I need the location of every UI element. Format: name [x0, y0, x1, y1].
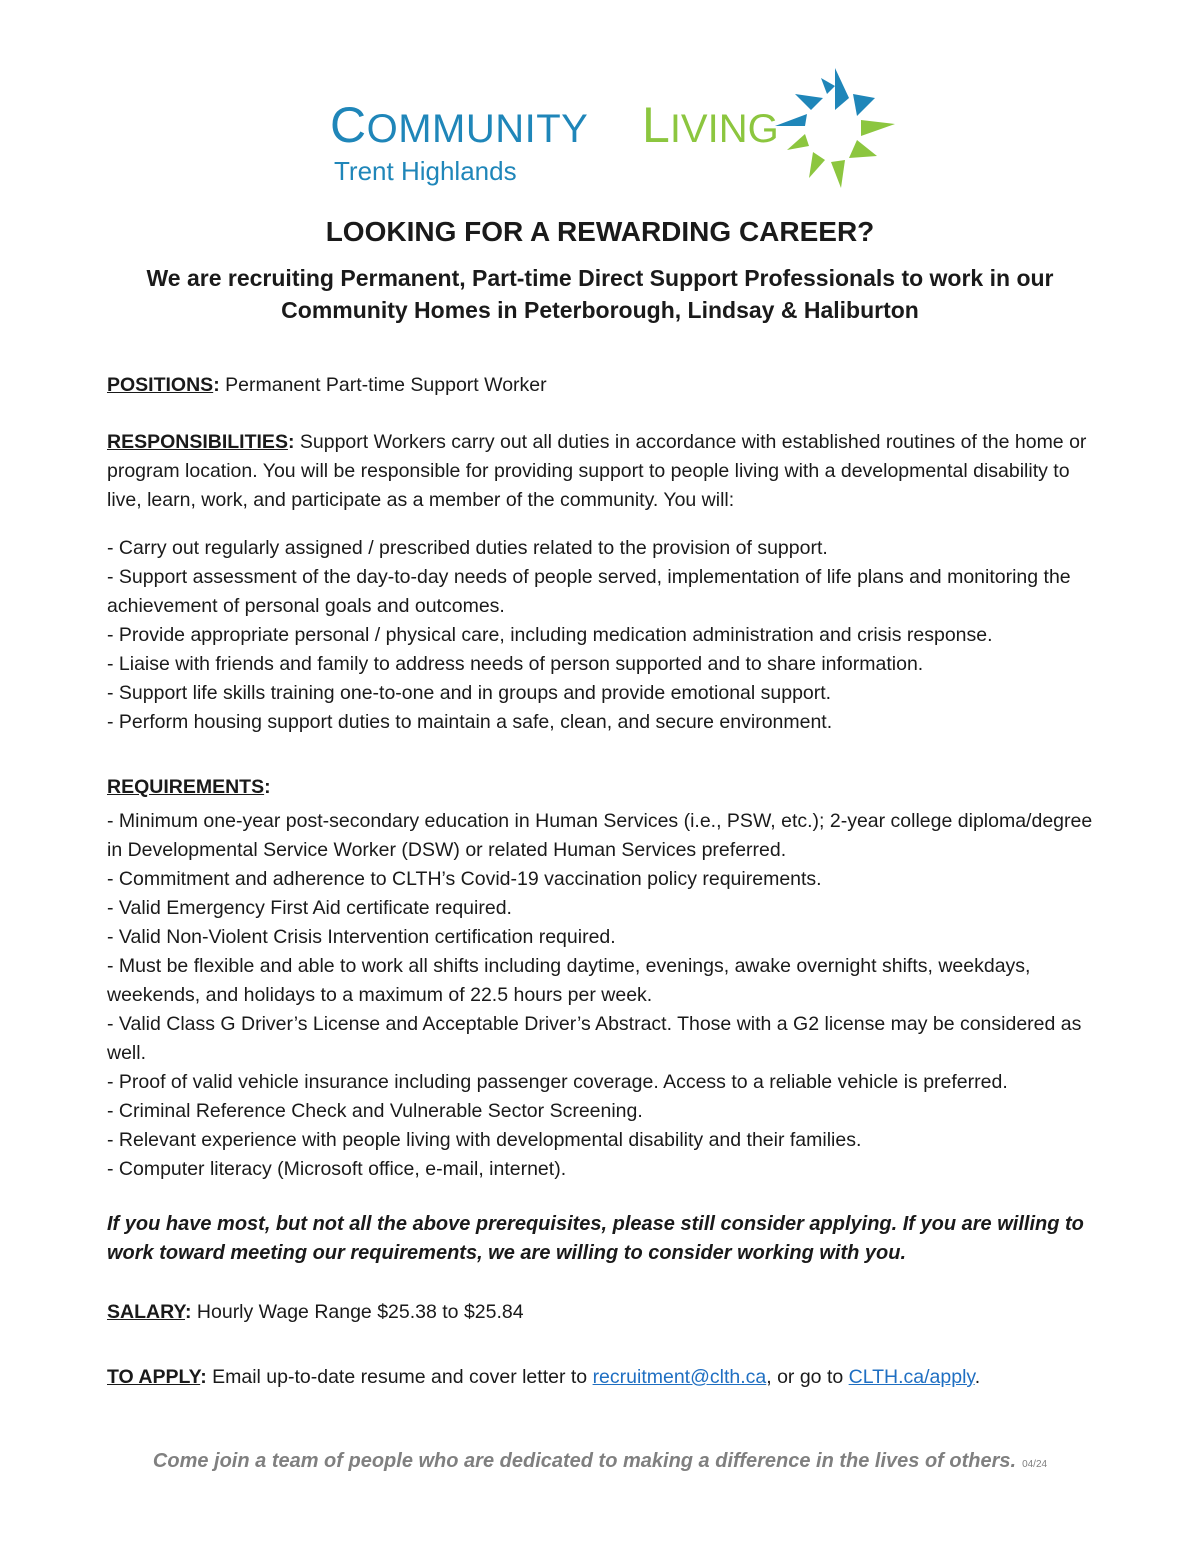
diamond-rays-logo-icon: [770, 66, 900, 191]
salary-colon: :: [185, 1301, 192, 1323]
apply-label: TO APPLY: [107, 1366, 201, 1388]
logo-word-living: [642, 96, 779, 154]
salary-text: Hourly Wage Range $25.38 to $25.84: [191, 1301, 524, 1323]
apply-text-before: Email up-to-date resume and cover letter to: [206, 1366, 593, 1388]
salary-section: [107, 1298, 1107, 1327]
list-item: - Valid Emergency First Aid certificate required.: [107, 897, 512, 919]
list-item: - Carry out regularly assigned / prescribed duties related to the provision of support.: [107, 537, 828, 559]
requirements-label: REQUIREMENTS: [107, 776, 265, 798]
positions-label: POSITIONS: [107, 374, 214, 396]
positions-text: Permanent Part-time Support Worker: [219, 374, 547, 396]
footer-tagline: [0, 1450, 1200, 1473]
logo-word-living-first: L: [642, 97, 670, 153]
list-item: - Must be flexible and able to work all shifts including daytime, evenings, awake overnight shifts, weekdays, weekends, and holidays to a maximum of 22.5 hours per week.: [107, 955, 1031, 1006]
page-title: LOOKING FOR A REWARDING CAREER?: [325, 216, 875, 247]
responsibilities-section: [107, 428, 1107, 515]
responsibilities-list: [107, 534, 1107, 737]
footer-tagline-text: Come join a team of people who are dedicated to making a difference in the lives of others.: [152, 1450, 1017, 1472]
responsibilities-intro: Support Workers carry out all duties in accordance with established routines of the home or program location. You will be responsible for providing support to people living with a developmental disability to live, learn, work, and participate as a member of the community. You will:: [107, 431, 1087, 511]
list-item: - Perform housing support duties to maintain a safe, clean, and secure environment.: [107, 711, 833, 733]
page-subtitle: We are recruiting Permanent, Part-time Direct Support Professionals to work in our Community Homes in Peterborough, Lindsay & Haliburton: [146, 265, 1054, 323]
list-item: - Provide appropriate personal / physical care, including medication administration and crisis response.: [107, 624, 993, 646]
list-item: - Support life skills training one-to-one and in groups and provide emotional support.: [107, 682, 832, 704]
logo-subtitle: Trent Highlands: [334, 156, 517, 186]
list-item: - Relevant experience with people living with developmental disability and their families.: [107, 1129, 862, 1151]
logo-word-community: [330, 96, 588, 154]
apply-text-after: .: [974, 1366, 981, 1388]
list-item: - Commitment and adherence to CLTH’s Covid-19 vaccination policy requirements.: [107, 868, 822, 890]
positions-colon: :: [213, 374, 220, 396]
responsibilities-colon: :: [287, 431, 295, 453]
list-item: - Criminal Reference Check and Vulnerable Sector Screening.: [107, 1100, 643, 1122]
responsibilities-label: RESPONSIBILITIES: [107, 431, 288, 453]
apply-colon: :: [200, 1366, 207, 1388]
logo-word-living-rest: IVING: [669, 107, 779, 151]
list-item: - Minimum one-year post-secondary education in Human Services (i.e., PSW, etc.); 2-year college diploma/degree in Developmental Service Worker (DSW) or related Human Services preferred.: [107, 810, 1093, 861]
salary-label: SALARY: [107, 1301, 185, 1323]
list-item: - Valid Non-Violent Crisis Intervention certification required.: [107, 926, 616, 948]
list-item: - Valid Class G Driver’s License and Acceptable Driver’s Abstract. Those with a G2 license may be considered as well.: [107, 1013, 1082, 1064]
requirements-colon: :: [264, 776, 271, 798]
positions-section: [107, 371, 1107, 400]
apply-text-middle: , or go to: [766, 1366, 849, 1388]
list-item: - Support assessment of the day-to-day needs of people served, implementation of life plans and monitoring the achievement of personal goals and outcomes.: [107, 566, 1071, 617]
prerequisites-notice: If you have most, but not all the above prerequisites, please still consider applying. If you are willing to work toward meeting our requirements, we are willing to consider working with you.: [107, 1213, 1084, 1264]
requirements-section: [107, 773, 1107, 802]
footer-version-code: 04/24: [1022, 1459, 1048, 1470]
logo-word-community-first: C: [330, 97, 367, 153]
recruitment-email-link[interactable]: recruitment@clth.ca: [592, 1366, 767, 1388]
logo-word-community-rest: OMMUNITY: [366, 107, 589, 151]
list-item: - Computer literacy (Microsoft office, e-mail, internet).: [107, 1158, 567, 1180]
apply-section: [107, 1363, 1107, 1392]
community-living-logo: [330, 66, 890, 196]
requirements-list: [107, 807, 1107, 1184]
apply-url-link[interactable]: CLTH.ca/apply: [848, 1366, 975, 1388]
list-item: - Liaise with friends and family to address needs of person supported and to share information.: [107, 653, 924, 675]
list-item: - Proof of valid vehicle insurance including passenger coverage. Access to a reliable vehicle is preferred.: [107, 1071, 1008, 1093]
